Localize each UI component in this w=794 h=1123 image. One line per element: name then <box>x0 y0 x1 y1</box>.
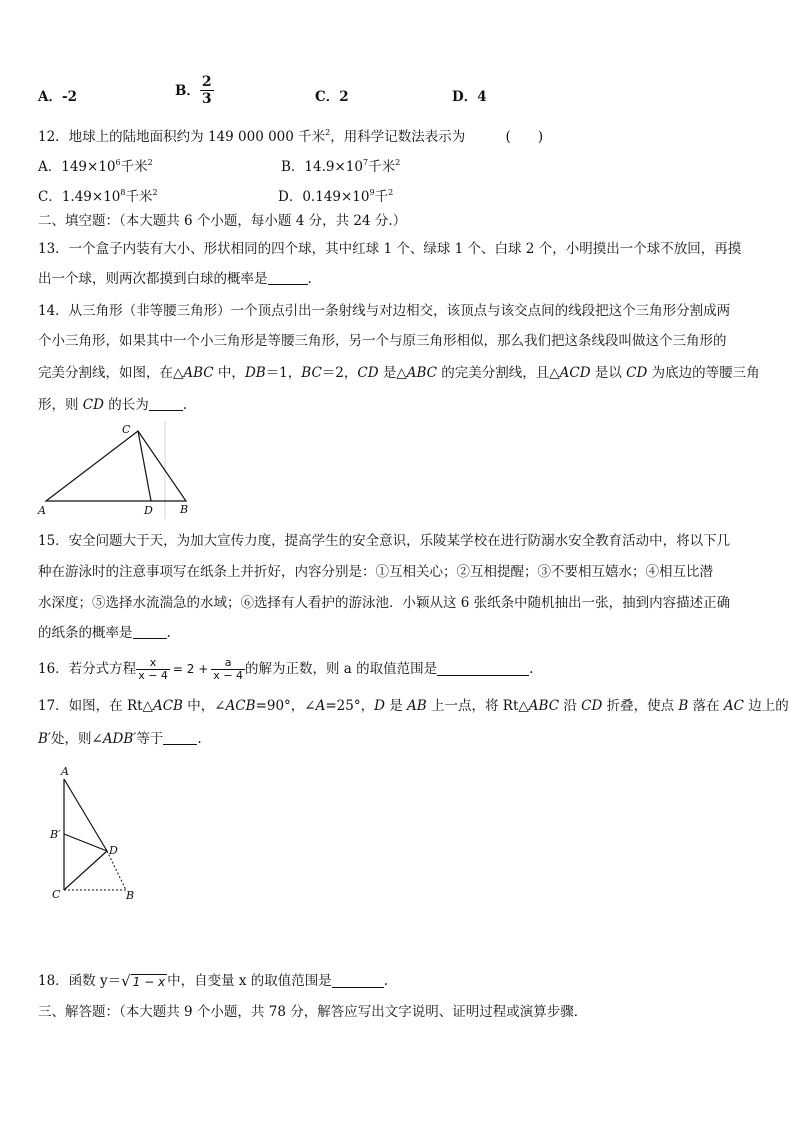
label-c: C <box>52 888 61 901</box>
q15-line3: 水深度；⑤选择水流湍急的水域；⑥选择有人看护的游泳池．小颖从这 6 张纸条中随机抽出一张，抽到内容描述正确 <box>38 595 731 611</box>
label-b: B <box>180 503 189 516</box>
q11-option-a: A．-2 <box>38 89 77 105</box>
q16-line: 16．若分式方程 $\frac{x}{x - 4}$ = 2 + $\frac{a}{x - 4}$ 的解为正数，则 a 的取值范围是 . <box>38 655 534 682</box>
sqrt-icon: √ <box>121 972 131 990</box>
q18-line: 18．函数 y＝ √ 1 − x 中，自变量 x 的取值范围是 . <box>38 972 389 990</box>
q14-line3: 完美分割线，如图，在△ABC 中，DB＝1，BC＝2，CD 是△ABC 的完美分割线，且△ACD 是以 CD 为底边的等腰三角 <box>38 365 760 381</box>
q12-option-d: D．$0.149\times 10^9$千$^2$ <box>278 188 394 205</box>
label-c: C <box>122 423 131 436</box>
label-a: A <box>38 504 46 517</box>
q12-option-c: C．$1.49\times 10^8$千米$^2$ <box>38 188 158 205</box>
q13-line1: 13．一个盒子内装有大小、形状相同的四个球，其中红球 1 个、绿球 1 个、白球 2 个，小明摸出一个球不放回，再摸 <box>38 241 742 257</box>
label-b-prime: B′ <box>50 828 61 841</box>
section-fill-in-heading: 二、填空题：（本大题共 6 个小题，每小题 4 分，共 24 分.） <box>38 213 407 229</box>
q11-option-c: C．2 <box>315 89 349 105</box>
q15-line2: 种在游泳时的注意事项写在纸条上并折好，内容分别是：①互相关心；②互相提醒；③不要相互嬉水；④相互比潜 <box>38 564 713 580</box>
fraction-two-thirds: $\frac{2}{3}$ <box>201 74 212 107</box>
q13-answer-blank <box>268 272 308 285</box>
q13-line2: 出一个球，则两次都摸到白球的概率是 . <box>38 271 312 287</box>
q15-answer-blank <box>133 626 167 639</box>
q17-line1: 17．如图，在 Rt△ACB 中，∠ACB=90°，∠A=25°，D 是 AB 上一点，将 Rt△ABC 沿 CD 折叠，使点 B 落在 AC 边上的 <box>38 698 789 714</box>
q11-option-b: B． $\frac{2}{3}$ <box>175 74 212 107</box>
q14-line4: 形，则 CD 的长为 . <box>38 397 188 413</box>
fraction-a-over-x-minus-4: $\frac{a}{x - 4}$ <box>213 655 243 682</box>
q18-answer-blank <box>332 975 384 988</box>
label-a: A <box>61 765 69 778</box>
q14-line1: 14．从三角形（非等腰三角形）一个顶点引出一条射线与对边相交，该顶点与该交点间的线段把这个三角形分割成两 <box>38 303 731 319</box>
triangle-figure-fold <box>40 760 150 905</box>
q12-option-a: A．$149\times 10^6$千米$^2$ <box>38 158 153 175</box>
q12-option-b: B．$14.9\times 10^7$千米$^2$ <box>281 158 401 175</box>
label-d: D <box>109 844 118 857</box>
segment-b-prime-d <box>64 834 107 851</box>
q16-answer-blank <box>437 663 529 676</box>
fraction-x-over-x-minus-4: $\frac{x}{x - 4}$ <box>138 655 168 682</box>
q15-line1: 15．安全问题大于天，为加大宣传力度，提高学生的安全意识，乐陵某学校在进行防溺水安全教育活动中，将以下几 <box>38 533 731 549</box>
label-b: B <box>126 889 135 902</box>
q11-option-d: D．4 <box>452 89 487 105</box>
segment-cd <box>64 851 107 890</box>
q12-stem: 12．地球上的陆地面积约为 149 000 000 千米$^2$，用科学记数法表示为 ( ) <box>38 128 544 145</box>
q15-line4: 的纸条的概率是 . <box>38 625 171 641</box>
triangle-figure-abc <box>30 420 200 520</box>
segment-ad <box>64 779 107 851</box>
q14-answer-blank <box>149 398 183 411</box>
label-d: D <box>144 504 153 517</box>
q17-line2: B′处，则∠ADB′等于 . <box>38 731 202 747</box>
section-solve-heading: 三、解答题：（本大题共 9 个小题，共 78 分，解答应写出文字说明、证明过程或演算步骤． <box>38 1004 588 1020</box>
q17-answer-blank <box>163 732 197 745</box>
q14-line2: 个小三角形，如果其中一个小三角形是等腰三角形，另一个与原三角形相似，那么我们把这条线段叫做这个三角形的 <box>38 333 727 349</box>
